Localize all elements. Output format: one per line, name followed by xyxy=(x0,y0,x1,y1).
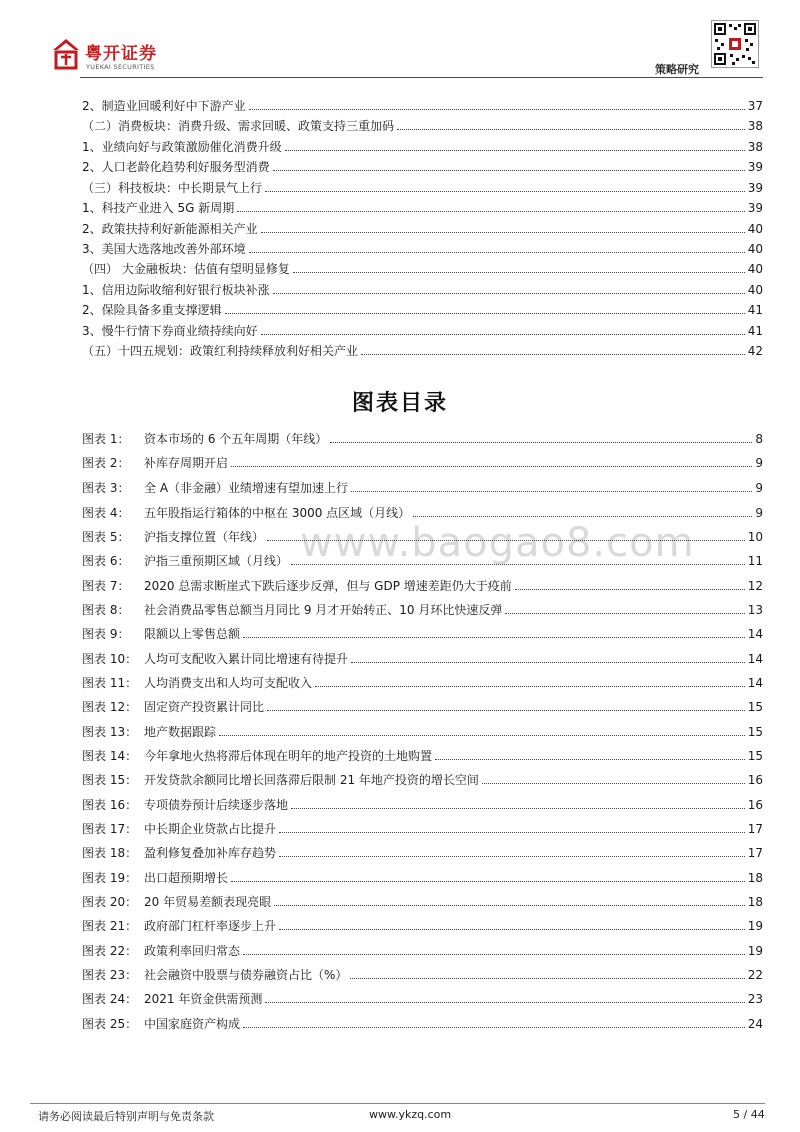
figure-title: 今年拿地火热将滞后体现在明年的地产投资的土地购置 xyxy=(144,749,433,763)
figure-item[interactable] xyxy=(82,745,763,763)
toc-item-title: 1、科技产业进入 5G 新周期 xyxy=(82,201,235,215)
figure-page: 14 xyxy=(747,627,763,641)
toc-item-page: 40 xyxy=(747,222,763,236)
figure-item[interactable] xyxy=(82,721,763,739)
dot-leader xyxy=(219,734,745,736)
watermark: www.baogao8.com xyxy=(300,520,695,566)
figure-title: 限额以上零售总额 xyxy=(144,627,241,641)
figure-title: 人均消费支出和人均可支配收入 xyxy=(144,676,313,690)
dot-leader xyxy=(231,465,752,467)
figure-title: 五年股指运行箱体的中枢在 3000 点区域（月线） xyxy=(144,506,411,520)
dot-leader xyxy=(279,831,745,833)
figure-page: 22 xyxy=(747,968,763,982)
toc-item-page: 42 xyxy=(747,344,763,358)
figure-title: 人均可支配收入累计同比增速有待提升 xyxy=(144,652,349,666)
dot-leader xyxy=(351,661,745,663)
toc-item[interactable] xyxy=(82,95,763,113)
figure-item[interactable] xyxy=(82,940,763,958)
figure-page: 13 xyxy=(747,603,763,617)
dot-leader xyxy=(413,515,752,517)
figure-page: 15 xyxy=(747,725,763,739)
figure-title: 固定资产投资累计同比 xyxy=(144,700,265,714)
toc-item-page: 39 xyxy=(747,201,763,215)
figure-page: 9 xyxy=(755,481,763,495)
dot-leader xyxy=(265,1001,744,1003)
figure-page: 14 xyxy=(747,676,763,690)
toc-item-page: 39 xyxy=(747,160,763,174)
figure-title: 补库存周期开启 xyxy=(144,456,229,470)
figure-item[interactable] xyxy=(82,769,763,787)
dot-leader xyxy=(265,190,745,192)
toc-item[interactable] xyxy=(82,156,763,174)
figure-title: 政策利率回归常态 xyxy=(144,944,241,958)
figure-item[interactable] xyxy=(82,988,763,1006)
figure-number: 图表 11： xyxy=(82,676,138,690)
figure-page: 18 xyxy=(747,895,763,909)
figure-title: 社会融资中股票与债券融资占比（%） xyxy=(144,968,348,982)
figure-page: 8 xyxy=(755,432,763,446)
figure-number: 图表 19： xyxy=(82,871,138,885)
figure-number: 图表 8： xyxy=(82,603,130,617)
toc-item-title: （四） 大金融板块：估值有望明显修复 xyxy=(82,262,290,276)
toc-item[interactable] xyxy=(82,320,763,338)
dot-leader xyxy=(515,588,745,590)
toc-item-title: 2、人口老龄化趋势利好服务型消费 xyxy=(82,160,270,174)
figure-number: 图表 15： xyxy=(82,773,138,787)
figure-number: 图表 25： xyxy=(82,1017,138,1031)
dot-leader xyxy=(274,904,745,906)
dot-leader xyxy=(225,312,745,314)
figure-page: 16 xyxy=(747,773,763,787)
figure-page: 15 xyxy=(747,700,763,714)
toc-item[interactable] xyxy=(82,340,763,358)
figure-title: 中长期企业贷款占比提升 xyxy=(144,822,277,836)
dot-leader xyxy=(505,612,744,614)
dot-leader xyxy=(243,636,745,638)
dot-leader xyxy=(261,231,745,233)
figure-title: 沪指支撑位置（年线） xyxy=(144,530,265,544)
figure-item[interactable] xyxy=(82,648,763,666)
toc-item-title: 2、政策扶持利好新能源相关产业 xyxy=(82,222,258,236)
figure-number: 图表 13： xyxy=(82,725,138,739)
dot-leader xyxy=(315,685,745,687)
dot-leader xyxy=(237,210,745,212)
footer-disclaimer: 请务必阅读最后特别声明与免责条款 xyxy=(38,1110,214,1123)
figure-number: 图表 4： xyxy=(82,506,130,520)
toc-item-title: 2、保险具备多重支撑逻辑 xyxy=(82,303,222,317)
figure-item[interactable] xyxy=(82,696,763,714)
dot-leader xyxy=(267,539,745,541)
figure-number: 图表 18： xyxy=(82,846,138,860)
toc-item[interactable] xyxy=(82,279,763,297)
figure-item[interactable] xyxy=(82,502,763,520)
figure-page: 11 xyxy=(747,554,763,568)
toc-item[interactable] xyxy=(82,218,763,236)
figure-page: 18 xyxy=(747,871,763,885)
dot-leader xyxy=(435,758,745,760)
toc-item-title: 1、信用边际收缩利好银行板块补涨 xyxy=(82,283,270,297)
figure-number: 图表 10： xyxy=(82,652,138,666)
company-logo xyxy=(52,38,192,74)
figure-item[interactable] xyxy=(82,526,763,544)
figure-number: 图表 16： xyxy=(82,798,138,812)
figure-page: 17 xyxy=(747,822,763,836)
dot-leader xyxy=(291,807,745,809)
dot-leader xyxy=(361,353,745,355)
toc-item-page: 38 xyxy=(747,119,763,133)
figure-title: 开发贷款余额同比增长回落滞后限制 21 年地产投资的增长空间 xyxy=(144,773,479,787)
figure-number: 图表 5： xyxy=(82,530,130,544)
toc-item-title: 3、慢牛行情下券商业绩持续向好 xyxy=(82,324,258,338)
figure-number: 图表 14： xyxy=(82,749,138,763)
toc-item-page: 41 xyxy=(747,324,763,338)
figure-number: 图表 21： xyxy=(82,919,138,933)
toc-item-page: 41 xyxy=(747,303,763,317)
figure-title: 全 A（非金融）业绩增速有望加速上行 xyxy=(144,481,349,495)
footer-divider xyxy=(30,1103,765,1104)
toc-item-page: 39 xyxy=(747,181,763,195)
toc-item-page: 40 xyxy=(747,242,763,256)
dot-leader xyxy=(249,108,745,110)
figure-item[interactable] xyxy=(82,891,763,909)
figure-item[interactable] xyxy=(82,964,763,982)
figure-item[interactable] xyxy=(82,575,763,593)
toc-item[interactable] xyxy=(82,258,763,276)
figure-number: 图表 20： xyxy=(82,895,138,909)
figure-title: 专项债券预计后续逐步落地 xyxy=(144,798,289,812)
figure-number: 图表 22： xyxy=(82,944,138,958)
figure-title: 资本市场的 6 个五年周期（年线） xyxy=(144,432,328,446)
figure-item[interactable] xyxy=(82,623,763,641)
figure-title: 地产数据跟踪 xyxy=(144,725,217,739)
figure-title: 社会消费品零售总额当月同比 9 月才开始转正、10 月环比快速反弹 xyxy=(144,603,503,617)
dot-leader xyxy=(249,251,745,253)
figure-page: 19 xyxy=(747,919,763,933)
figure-page: 10 xyxy=(747,530,763,544)
figure-item[interactable] xyxy=(82,818,763,836)
figure-item[interactable] xyxy=(82,550,763,568)
figure-number: 图表 23： xyxy=(82,968,138,982)
toc-item[interactable] xyxy=(82,197,763,215)
figure-title: 出口超预期增长 xyxy=(144,871,229,885)
toc-item-title: 1、业绩向好与政策激励催化消费升级 xyxy=(82,140,282,154)
toc-item[interactable] xyxy=(82,136,763,154)
toc-item[interactable] xyxy=(82,238,763,256)
figure-page: 19 xyxy=(747,944,763,958)
figure-number: 图表 17： xyxy=(82,822,138,836)
figure-number: 图表 7： xyxy=(82,579,130,593)
figures-heading: 图表目录 xyxy=(351,391,448,416)
toc-item-title: （二）消费板块：消费升级、需求回暖、政策支持三重加码 xyxy=(82,119,395,133)
dot-leader xyxy=(273,292,745,294)
dot-leader xyxy=(279,855,745,857)
figure-page: 14 xyxy=(747,652,763,666)
figure-item[interactable] xyxy=(82,599,763,617)
figure-item[interactable] xyxy=(82,477,763,495)
toc-item-page: 37 xyxy=(747,99,763,113)
figure-item[interactable] xyxy=(82,672,763,690)
dot-leader xyxy=(243,1026,745,1028)
qr-code-icon xyxy=(711,20,759,68)
dot-leader xyxy=(350,977,744,979)
logo-text-cn: 粤开证券 xyxy=(85,44,157,64)
figure-page: 9 xyxy=(755,506,763,520)
dot-leader xyxy=(291,563,745,565)
logo-mark-icon xyxy=(52,38,80,70)
figure-item[interactable] xyxy=(82,428,763,446)
figure-item[interactable] xyxy=(82,915,763,933)
figure-item[interactable] xyxy=(82,1013,763,1031)
figure-page: 15 xyxy=(747,749,763,763)
page-header xyxy=(0,0,800,80)
figure-item[interactable] xyxy=(82,842,763,860)
toc-item[interactable] xyxy=(82,177,763,195)
toc-item-title: （五）十四五规划：政策红利持续释放利好相关产业 xyxy=(82,344,359,358)
toc-item-page: 40 xyxy=(747,262,763,276)
header-divider xyxy=(80,77,763,78)
report-type-label: 策略研究 xyxy=(655,63,699,76)
logo-text-en: YUEKAI SECURITIES xyxy=(86,63,155,71)
footer-page-number: 5 / 44 xyxy=(733,1108,765,1121)
figure-item[interactable] xyxy=(82,867,763,885)
figure-number: 图表 9： xyxy=(82,627,130,641)
toc-item-page: 40 xyxy=(747,283,763,297)
dot-leader xyxy=(397,128,745,130)
dot-leader xyxy=(279,928,745,930)
toc-item-title: 2、制造业回暖利好中下游产业 xyxy=(82,99,246,113)
toc-item-page: 38 xyxy=(747,140,763,154)
figure-title: 2021 年资金供需预测 xyxy=(144,992,263,1006)
figure-page: 12 xyxy=(747,579,763,593)
figure-title: 沪指三重预期区域（月线） xyxy=(144,554,289,568)
figure-page: 23 xyxy=(747,992,763,1006)
dot-leader xyxy=(482,782,745,784)
figure-number: 图表 3： xyxy=(82,481,130,495)
dot-leader xyxy=(285,149,745,151)
toc-item[interactable] xyxy=(82,299,763,317)
figure-item[interactable] xyxy=(82,794,763,812)
figure-number: 图表 24： xyxy=(82,992,138,1006)
figure-item[interactable] xyxy=(82,452,763,470)
figure-title: 政府部门杠杆率逐步上升 xyxy=(144,919,277,933)
figure-page: 9 xyxy=(755,456,763,470)
dot-leader xyxy=(267,709,745,711)
figure-title: 20 年贸易差额表现亮眼 xyxy=(144,895,272,909)
figure-title: 盈利修复叠加补库存趋势 xyxy=(144,846,277,860)
figure-number: 图表 12： xyxy=(82,700,138,714)
figure-page: 16 xyxy=(747,798,763,812)
dot-leader xyxy=(243,953,745,955)
dot-leader xyxy=(330,441,752,443)
toc-item[interactable] xyxy=(82,115,763,133)
toc-item-title: 3、美国大选落地改善外部环境 xyxy=(82,242,246,256)
figure-number: 图表 2： xyxy=(82,456,130,470)
toc-item-title: （三）科技板块：中长期景气上行 xyxy=(82,181,263,195)
dot-leader xyxy=(261,333,745,335)
dot-leader xyxy=(231,880,745,882)
figure-title: 中国家庭资产构成 xyxy=(144,1017,241,1031)
figure-page: 24 xyxy=(747,1017,763,1031)
figure-title: 2020 总需求断崖式下跌后逐步反弹，但与 GDP 增速差距仍大于疫前 xyxy=(144,579,512,593)
footer-website[interactable]: www.ykzq.com xyxy=(369,1108,452,1121)
dot-leader xyxy=(273,169,745,171)
dot-leader xyxy=(293,271,745,273)
figure-number: 图表 6： xyxy=(82,554,130,568)
dot-leader xyxy=(351,490,752,492)
figure-number: 图表 1： xyxy=(82,432,130,446)
figure-page: 17 xyxy=(747,846,763,860)
